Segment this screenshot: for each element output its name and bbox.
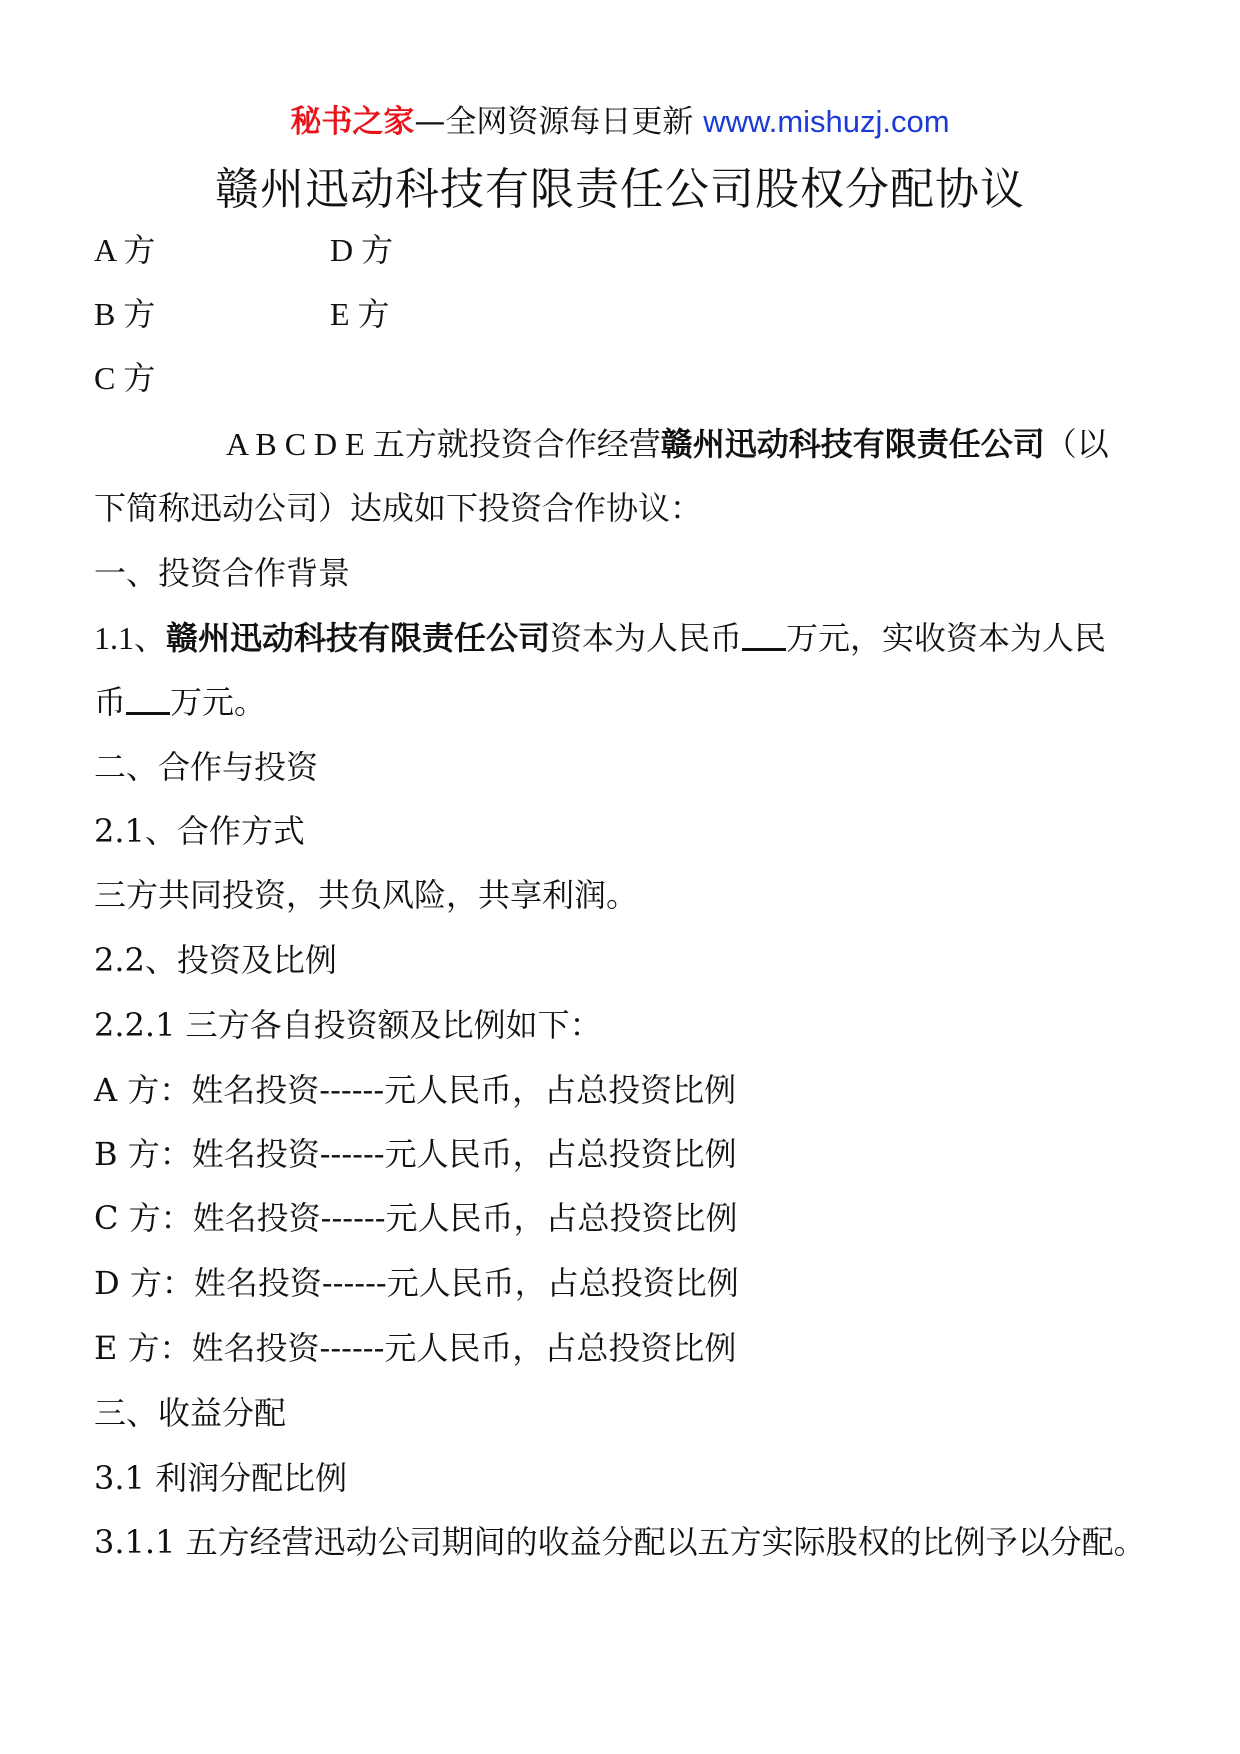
section-1-1-text1: 资本为人民币 xyxy=(550,619,743,657)
investment-row-b: B 方：姓名投资------元人民币，占总投资比例 xyxy=(94,1135,737,1173)
section-2-2-1-text: 2.2.1 三方各自投资额及比例如下： xyxy=(94,1006,602,1044)
party-a-label: A 方 xyxy=(94,232,156,268)
registered-capital-blank xyxy=(742,618,786,651)
investment-row-d: D 方：姓名投资------元人民币，占总投资比例 xyxy=(94,1264,739,1302)
intro-paragraph-line2: 下简称迅动公司）达成如下投资合作协议： xyxy=(94,489,703,527)
party-e-label: E 方 xyxy=(330,296,390,332)
section-1-1-company: 赣州迅动科技有限责任公司 xyxy=(166,619,551,657)
header-url-link[interactable]: www.mishuzj.com xyxy=(703,104,950,139)
section-3-1-1-text: 3.1.1 五方经营迅动公司期间的收益分配以五方实际股权的比例予以分配。 xyxy=(94,1523,1146,1561)
paid-capital-blank xyxy=(126,682,170,715)
intro-company-name: 赣州迅动科技有限责任公司 xyxy=(660,425,1045,463)
intro-suffix: （以 xyxy=(1044,425,1109,463)
section-1-1-text2: 万元，实收资本为人民 xyxy=(786,619,1107,657)
party-b-label: B 方 xyxy=(94,296,156,332)
header-tagline: —全网资源每日更新 xyxy=(414,104,704,140)
intro-paragraph-line1 xyxy=(226,422,1109,466)
section-2-1-text: 三方共同投资，共负风险，共享利润。 xyxy=(94,876,639,914)
section-1-1-line1 xyxy=(94,616,1106,660)
investment-row-e: E 方：姓名投资------元人民币，占总投资比例 xyxy=(94,1329,737,1367)
investment-row-c: C 方：姓名投资------元人民币，占总投资比例 xyxy=(94,1199,738,1237)
section-1-1-line2b: 万元。 xyxy=(170,683,267,721)
intro-prefix: A B C D E 五方就投资合作经营 xyxy=(226,426,661,462)
section-3-heading: 三、收益分配 xyxy=(94,1394,287,1432)
section-2-heading: 二、合作与投资 xyxy=(94,748,319,786)
section-1-1-number: 1.1、 xyxy=(94,620,167,656)
party-c-label: C 方 xyxy=(94,360,156,396)
section-2-2-heading: 2.2、投资及比例 xyxy=(94,941,337,979)
investment-row-a: A 方：姓名投资------元人民币，占总投资比例 xyxy=(94,1071,737,1109)
party-d-label: D 方 xyxy=(330,232,394,268)
section-2-1-heading: 2.1、合作方式 xyxy=(94,812,305,850)
document-title: 赣州迅动科技有限责任公司股权分配协议 xyxy=(215,164,1025,215)
section-1-1-line2 xyxy=(94,680,266,724)
site-header xyxy=(0,100,1240,144)
brand-name: 秘书之家 xyxy=(290,104,415,140)
section-3-1-heading: 3.1 利润分配比例 xyxy=(94,1459,348,1497)
section-1-heading: 一、投资合作背景 xyxy=(94,554,351,592)
section-1-1-line2a: 币 xyxy=(94,683,127,721)
